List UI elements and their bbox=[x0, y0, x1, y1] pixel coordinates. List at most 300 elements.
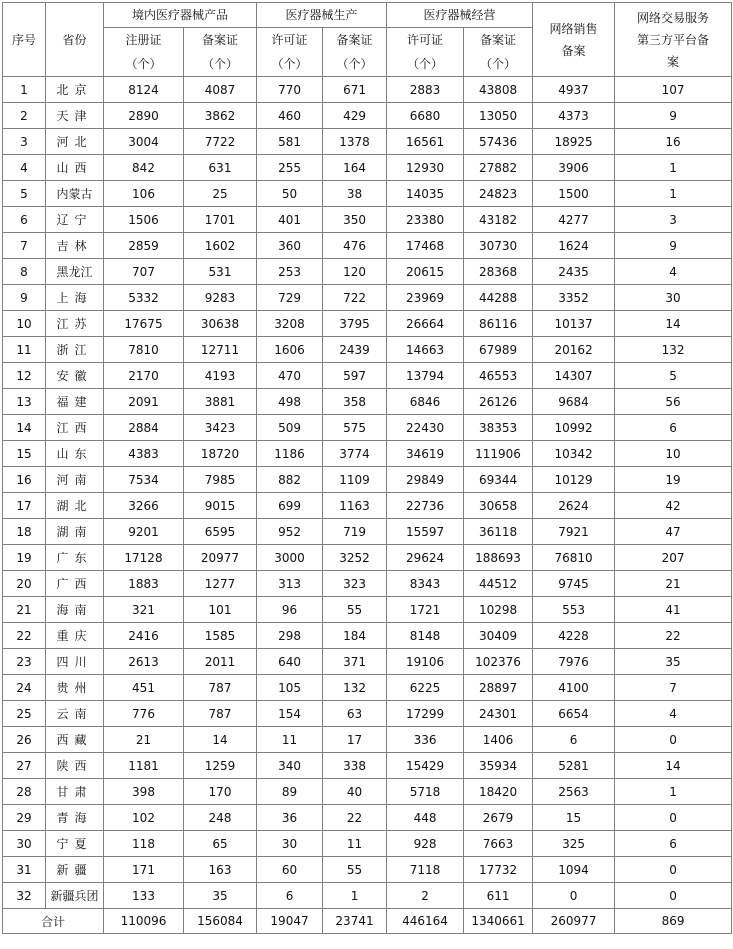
row-registration-cert: 2890 bbox=[104, 103, 184, 129]
row-license-production: 154 bbox=[257, 701, 323, 727]
total-label: 合计 bbox=[3, 909, 104, 934]
row-record-cert-business: 28368 bbox=[464, 259, 533, 285]
row-online-sales: 15 bbox=[533, 805, 615, 831]
row-record-cert-business: 26126 bbox=[464, 389, 533, 415]
row-province: 浙江 bbox=[46, 337, 104, 363]
header-license-production: 许可证 （个） bbox=[257, 28, 323, 77]
row-record-cert-products: 3881 bbox=[184, 389, 257, 415]
row-record-cert-products: 1585 bbox=[184, 623, 257, 649]
row-record-cert-products: 163 bbox=[184, 857, 257, 883]
row-online-sales: 0 bbox=[533, 883, 615, 909]
row-third-party-platform: 1 bbox=[615, 181, 732, 207]
row-registration-cert: 842 bbox=[104, 155, 184, 181]
row-license-business: 17299 bbox=[387, 701, 464, 727]
row-registration-cert: 7810 bbox=[104, 337, 184, 363]
row-third-party-platform: 0 bbox=[615, 857, 732, 883]
row-registration-cert: 2884 bbox=[104, 415, 184, 441]
row-record-cert-production: 55 bbox=[323, 597, 387, 623]
row-record-cert-products: 14 bbox=[184, 727, 257, 753]
row-seq: 26 bbox=[3, 727, 46, 753]
row-third-party-platform: 4 bbox=[615, 701, 732, 727]
row-third-party-platform: 4 bbox=[615, 259, 732, 285]
row-seq: 19 bbox=[3, 545, 46, 571]
row-record-cert-business: 1406 bbox=[464, 727, 533, 753]
table-row bbox=[3, 831, 732, 857]
row-record-cert-products: 2011 bbox=[184, 649, 257, 675]
row-license-production: 360 bbox=[257, 233, 323, 259]
row-record-cert-products: 9015 bbox=[184, 493, 257, 519]
row-online-sales: 1094 bbox=[533, 857, 615, 883]
row-online-sales: 6654 bbox=[533, 701, 615, 727]
header-group-domestic-products: 境内医疗器械产品 bbox=[104, 3, 257, 28]
row-third-party-platform: 14 bbox=[615, 311, 732, 337]
row-registration-cert: 3004 bbox=[104, 129, 184, 155]
row-record-cert-products: 1701 bbox=[184, 207, 257, 233]
row-record-cert-business: 188693 bbox=[464, 545, 533, 571]
row-record-cert-products: 25 bbox=[184, 181, 257, 207]
row-online-sales: 6 bbox=[533, 727, 615, 753]
table-row bbox=[3, 857, 732, 883]
row-province: 河北 bbox=[46, 129, 104, 155]
row-seq: 3 bbox=[3, 129, 46, 155]
row-license-business: 17468 bbox=[387, 233, 464, 259]
row-seq: 20 bbox=[3, 571, 46, 597]
row-online-sales: 5281 bbox=[533, 753, 615, 779]
row-license-production: 255 bbox=[257, 155, 323, 181]
row-license-production: 640 bbox=[257, 649, 323, 675]
row-record-cert-business: 35934 bbox=[464, 753, 533, 779]
row-registration-cert: 9201 bbox=[104, 519, 184, 545]
row-province: 云南 bbox=[46, 701, 104, 727]
table-body bbox=[3, 77, 732, 909]
row-license-business: 20615 bbox=[387, 259, 464, 285]
row-record-cert-business: 30730 bbox=[464, 233, 533, 259]
row-record-cert-products: 170 bbox=[184, 779, 257, 805]
table-row bbox=[3, 467, 732, 493]
row-record-cert-production: 338 bbox=[323, 753, 387, 779]
row-province: 福建 bbox=[46, 389, 104, 415]
row-license-business: 15429 bbox=[387, 753, 464, 779]
row-registration-cert: 1181 bbox=[104, 753, 184, 779]
row-registration-cert: 1506 bbox=[104, 207, 184, 233]
row-third-party-platform: 19 bbox=[615, 467, 732, 493]
row-third-party-platform: 6 bbox=[615, 831, 732, 857]
row-online-sales: 4937 bbox=[533, 77, 615, 103]
row-record-cert-production: 17 bbox=[323, 727, 387, 753]
row-license-production: 298 bbox=[257, 623, 323, 649]
row-license-business: 6225 bbox=[387, 675, 464, 701]
table-row bbox=[3, 129, 732, 155]
row-license-business: 12930 bbox=[387, 155, 464, 181]
header-online-sales: 网络销售 备案 bbox=[533, 3, 615, 77]
row-record-cert-production: 3252 bbox=[323, 545, 387, 571]
row-province: 重庆 bbox=[46, 623, 104, 649]
row-record-cert-business: 30658 bbox=[464, 493, 533, 519]
row-record-cert-products: 3862 bbox=[184, 103, 257, 129]
header-third-party-platform: 网络交易服务 第三方平台备 案 bbox=[615, 3, 732, 77]
row-registration-cert: 776 bbox=[104, 701, 184, 727]
row-license-production: 313 bbox=[257, 571, 323, 597]
row-third-party-platform: 0 bbox=[615, 727, 732, 753]
row-license-production: 30 bbox=[257, 831, 323, 857]
table-row bbox=[3, 753, 732, 779]
row-province: 海南 bbox=[46, 597, 104, 623]
total-license-production: 19047 bbox=[257, 909, 323, 934]
row-online-sales: 7921 bbox=[533, 519, 615, 545]
row-record-cert-production: 2439 bbox=[323, 337, 387, 363]
row-record-cert-production: 184 bbox=[323, 623, 387, 649]
row-record-cert-business: 24823 bbox=[464, 181, 533, 207]
row-online-sales: 10342 bbox=[533, 441, 615, 467]
row-seq: 5 bbox=[3, 181, 46, 207]
row-seq: 7 bbox=[3, 233, 46, 259]
row-third-party-platform: 10 bbox=[615, 441, 732, 467]
row-license-business: 928 bbox=[387, 831, 464, 857]
row-registration-cert: 106 bbox=[104, 181, 184, 207]
row-online-sales: 9684 bbox=[533, 389, 615, 415]
table-row bbox=[3, 415, 732, 441]
row-third-party-platform: 0 bbox=[615, 805, 732, 831]
table-row bbox=[3, 571, 732, 597]
row-seq: 23 bbox=[3, 649, 46, 675]
row-license-business: 6846 bbox=[387, 389, 464, 415]
row-online-sales: 9745 bbox=[533, 571, 615, 597]
row-registration-cert: 2091 bbox=[104, 389, 184, 415]
row-third-party-platform: 5 bbox=[615, 363, 732, 389]
row-registration-cert: 118 bbox=[104, 831, 184, 857]
row-province: 黑龙江 bbox=[46, 259, 104, 285]
row-record-cert-products: 65 bbox=[184, 831, 257, 857]
row-license-business: 7118 bbox=[387, 857, 464, 883]
row-license-business: 22736 bbox=[387, 493, 464, 519]
row-third-party-platform: 22 bbox=[615, 623, 732, 649]
row-province: 新疆 bbox=[46, 857, 104, 883]
row-record-cert-business: 2679 bbox=[464, 805, 533, 831]
row-record-cert-business: 67989 bbox=[464, 337, 533, 363]
row-registration-cert: 8124 bbox=[104, 77, 184, 103]
row-license-business: 19106 bbox=[387, 649, 464, 675]
row-seq: 17 bbox=[3, 493, 46, 519]
row-license-business: 23969 bbox=[387, 285, 464, 311]
row-license-business: 2 bbox=[387, 883, 464, 909]
row-registration-cert: 4383 bbox=[104, 441, 184, 467]
row-record-cert-production: 164 bbox=[323, 155, 387, 181]
header-row-top bbox=[3, 3, 732, 28]
table-row bbox=[3, 181, 732, 207]
row-record-cert-business: 611 bbox=[464, 883, 533, 909]
table-row bbox=[3, 883, 732, 909]
row-record-cert-business: 102376 bbox=[464, 649, 533, 675]
row-third-party-platform: 9 bbox=[615, 233, 732, 259]
row-record-cert-products: 787 bbox=[184, 701, 257, 727]
row-registration-cert: 3266 bbox=[104, 493, 184, 519]
row-seq: 16 bbox=[3, 467, 46, 493]
row-record-cert-production: 63 bbox=[323, 701, 387, 727]
statistics-table bbox=[2, 2, 732, 934]
table-row bbox=[3, 805, 732, 831]
row-seq: 25 bbox=[3, 701, 46, 727]
row-online-sales: 2563 bbox=[533, 779, 615, 805]
table-row bbox=[3, 493, 732, 519]
row-online-sales: 7976 bbox=[533, 649, 615, 675]
row-registration-cert: 7534 bbox=[104, 467, 184, 493]
row-record-cert-business: 36118 bbox=[464, 519, 533, 545]
row-seq: 21 bbox=[3, 597, 46, 623]
row-province: 西藏 bbox=[46, 727, 104, 753]
row-third-party-platform: 6 bbox=[615, 415, 732, 441]
row-record-cert-production: 132 bbox=[323, 675, 387, 701]
table-row bbox=[3, 311, 732, 337]
table-row bbox=[3, 675, 732, 701]
row-record-cert-production: 3795 bbox=[323, 311, 387, 337]
row-province: 四川 bbox=[46, 649, 104, 675]
row-license-production: 96 bbox=[257, 597, 323, 623]
row-online-sales: 1500 bbox=[533, 181, 615, 207]
row-third-party-platform: 207 bbox=[615, 545, 732, 571]
row-online-sales: 3352 bbox=[533, 285, 615, 311]
row-license-production: 770 bbox=[257, 77, 323, 103]
row-province: 湖南 bbox=[46, 519, 104, 545]
row-record-cert-production: 476 bbox=[323, 233, 387, 259]
row-registration-cert: 171 bbox=[104, 857, 184, 883]
table-row bbox=[3, 77, 732, 103]
row-license-production: 3208 bbox=[257, 311, 323, 337]
row-record-cert-products: 1259 bbox=[184, 753, 257, 779]
table-row bbox=[3, 233, 732, 259]
row-record-cert-production: 671 bbox=[323, 77, 387, 103]
row-record-cert-business: 86116 bbox=[464, 311, 533, 337]
row-record-cert-products: 7722 bbox=[184, 129, 257, 155]
row-license-business: 13794 bbox=[387, 363, 464, 389]
row-third-party-platform: 1 bbox=[615, 155, 732, 181]
row-registration-cert: 398 bbox=[104, 779, 184, 805]
row-record-cert-business: 17732 bbox=[464, 857, 533, 883]
header-province: 省份 bbox=[46, 3, 104, 77]
row-license-production: 581 bbox=[257, 129, 323, 155]
table-row bbox=[3, 259, 732, 285]
row-online-sales: 4277 bbox=[533, 207, 615, 233]
row-record-cert-products: 531 bbox=[184, 259, 257, 285]
row-record-cert-production: 38 bbox=[323, 181, 387, 207]
row-registration-cert: 451 bbox=[104, 675, 184, 701]
row-third-party-platform: 132 bbox=[615, 337, 732, 363]
table-row bbox=[3, 649, 732, 675]
row-record-cert-production: 719 bbox=[323, 519, 387, 545]
row-license-production: 253 bbox=[257, 259, 323, 285]
row-seq: 28 bbox=[3, 779, 46, 805]
row-record-cert-products: 248 bbox=[184, 805, 257, 831]
row-record-cert-products: 1602 bbox=[184, 233, 257, 259]
row-online-sales: 3906 bbox=[533, 155, 615, 181]
row-online-sales: 4228 bbox=[533, 623, 615, 649]
row-province: 宁夏 bbox=[46, 831, 104, 857]
row-license-business: 6680 bbox=[387, 103, 464, 129]
row-registration-cert: 1883 bbox=[104, 571, 184, 597]
table-row bbox=[3, 103, 732, 129]
row-record-cert-products: 1277 bbox=[184, 571, 257, 597]
row-registration-cert: 21 bbox=[104, 727, 184, 753]
row-province: 辽宁 bbox=[46, 207, 104, 233]
row-online-sales: 14307 bbox=[533, 363, 615, 389]
row-seq: 31 bbox=[3, 857, 46, 883]
row-license-production: 460 bbox=[257, 103, 323, 129]
row-third-party-platform: 41 bbox=[615, 597, 732, 623]
row-license-production: 1606 bbox=[257, 337, 323, 363]
row-license-production: 882 bbox=[257, 467, 323, 493]
row-online-sales: 4373 bbox=[533, 103, 615, 129]
row-record-cert-production: 1163 bbox=[323, 493, 387, 519]
total-record-cert-products: 156084 bbox=[184, 909, 257, 934]
row-province: 广西 bbox=[46, 571, 104, 597]
row-license-business: 29849 bbox=[387, 467, 464, 493]
table-row bbox=[3, 545, 732, 571]
row-online-sales: 553 bbox=[533, 597, 615, 623]
row-record-cert-products: 4193 bbox=[184, 363, 257, 389]
table-row bbox=[3, 337, 732, 363]
row-record-cert-products: 787 bbox=[184, 675, 257, 701]
row-third-party-platform: 56 bbox=[615, 389, 732, 415]
row-license-business: 448 bbox=[387, 805, 464, 831]
table-row bbox=[3, 207, 732, 233]
row-seq: 24 bbox=[3, 675, 46, 701]
row-third-party-platform: 1 bbox=[615, 779, 732, 805]
row-record-cert-products: 7985 bbox=[184, 467, 257, 493]
row-record-cert-business: 46553 bbox=[464, 363, 533, 389]
row-province: 陕西 bbox=[46, 753, 104, 779]
row-online-sales: 325 bbox=[533, 831, 615, 857]
row-seq: 11 bbox=[3, 337, 46, 363]
row-seq: 30 bbox=[3, 831, 46, 857]
row-record-cert-business: 69344 bbox=[464, 467, 533, 493]
row-record-cert-products: 9283 bbox=[184, 285, 257, 311]
row-third-party-platform: 42 bbox=[615, 493, 732, 519]
row-registration-cert: 2416 bbox=[104, 623, 184, 649]
row-province: 天津 bbox=[46, 103, 104, 129]
row-online-sales: 18925 bbox=[533, 129, 615, 155]
row-seq: 12 bbox=[3, 363, 46, 389]
row-license-production: 3000 bbox=[257, 545, 323, 571]
row-registration-cert: 2170 bbox=[104, 363, 184, 389]
row-registration-cert: 5332 bbox=[104, 285, 184, 311]
row-record-cert-business: 111906 bbox=[464, 441, 533, 467]
row-record-cert-business: 43808 bbox=[464, 77, 533, 103]
row-third-party-platform: 3 bbox=[615, 207, 732, 233]
header-record-cert-products: 备案证 （个） bbox=[184, 28, 257, 77]
row-license-business: 336 bbox=[387, 727, 464, 753]
row-license-production: 401 bbox=[257, 207, 323, 233]
row-record-cert-production: 22 bbox=[323, 805, 387, 831]
row-record-cert-production: 429 bbox=[323, 103, 387, 129]
total-license-business: 446164 bbox=[387, 909, 464, 934]
row-online-sales: 4100 bbox=[533, 675, 615, 701]
row-record-cert-products: 4087 bbox=[184, 77, 257, 103]
table-row bbox=[3, 363, 732, 389]
row-third-party-platform: 47 bbox=[615, 519, 732, 545]
row-registration-cert: 707 bbox=[104, 259, 184, 285]
row-license-production: 60 bbox=[257, 857, 323, 883]
row-province: 青海 bbox=[46, 805, 104, 831]
row-license-production: 36 bbox=[257, 805, 323, 831]
total-row bbox=[3, 909, 732, 934]
header-license-business: 许可证 （个） bbox=[387, 28, 464, 77]
row-record-cert-production: 358 bbox=[323, 389, 387, 415]
header-seq: 序号 bbox=[3, 3, 46, 77]
row-record-cert-production: 40 bbox=[323, 779, 387, 805]
row-license-business: 26664 bbox=[387, 311, 464, 337]
row-province: 山西 bbox=[46, 155, 104, 181]
row-license-production: 50 bbox=[257, 181, 323, 207]
row-record-cert-business: 24301 bbox=[464, 701, 533, 727]
header-group-business: 医疗器械经营 bbox=[387, 3, 533, 28]
row-record-cert-products: 3423 bbox=[184, 415, 257, 441]
row-license-business: 34619 bbox=[387, 441, 464, 467]
row-online-sales: 2624 bbox=[533, 493, 615, 519]
row-record-cert-production: 350 bbox=[323, 207, 387, 233]
table-row bbox=[3, 727, 732, 753]
row-province: 贵州 bbox=[46, 675, 104, 701]
row-record-cert-production: 1109 bbox=[323, 467, 387, 493]
table-row bbox=[3, 597, 732, 623]
header-record-cert-business: 备案证 （个） bbox=[464, 28, 533, 77]
table-row bbox=[3, 519, 732, 545]
row-record-cert-production: 371 bbox=[323, 649, 387, 675]
row-registration-cert: 102 bbox=[104, 805, 184, 831]
row-license-business: 14663 bbox=[387, 337, 464, 363]
row-license-business: 14035 bbox=[387, 181, 464, 207]
table-row bbox=[3, 155, 732, 181]
row-license-production: 105 bbox=[257, 675, 323, 701]
row-license-production: 952 bbox=[257, 519, 323, 545]
row-record-cert-products: 35 bbox=[184, 883, 257, 909]
row-third-party-platform: 30 bbox=[615, 285, 732, 311]
row-record-cert-products: 12711 bbox=[184, 337, 257, 363]
row-online-sales: 10129 bbox=[533, 467, 615, 493]
row-seq: 27 bbox=[3, 753, 46, 779]
row-license-business: 29624 bbox=[387, 545, 464, 571]
row-seq: 2 bbox=[3, 103, 46, 129]
row-third-party-platform: 35 bbox=[615, 649, 732, 675]
row-seq: 14 bbox=[3, 415, 46, 441]
table-row bbox=[3, 285, 732, 311]
row-seq: 18 bbox=[3, 519, 46, 545]
row-seq: 29 bbox=[3, 805, 46, 831]
row-province: 湖北 bbox=[46, 493, 104, 519]
row-license-production: 470 bbox=[257, 363, 323, 389]
row-record-cert-business: 30409 bbox=[464, 623, 533, 649]
row-seq: 15 bbox=[3, 441, 46, 467]
row-license-production: 11 bbox=[257, 727, 323, 753]
header-group-production: 医疗器械生产 bbox=[257, 3, 387, 28]
row-online-sales: 20162 bbox=[533, 337, 615, 363]
table-row bbox=[3, 389, 732, 415]
row-online-sales: 10992 bbox=[533, 415, 615, 441]
row-record-cert-business: 27882 bbox=[464, 155, 533, 181]
row-record-cert-products: 6595 bbox=[184, 519, 257, 545]
row-province: 北京 bbox=[46, 77, 104, 103]
row-province: 安徽 bbox=[46, 363, 104, 389]
row-license-business: 15597 bbox=[387, 519, 464, 545]
row-seq: 22 bbox=[3, 623, 46, 649]
row-online-sales: 1624 bbox=[533, 233, 615, 259]
row-record-cert-business: 44288 bbox=[464, 285, 533, 311]
row-license-production: 340 bbox=[257, 753, 323, 779]
table-row bbox=[3, 779, 732, 805]
row-registration-cert: 2613 bbox=[104, 649, 184, 675]
row-record-cert-business: 44512 bbox=[464, 571, 533, 597]
row-license-business: 2883 bbox=[387, 77, 464, 103]
row-record-cert-business: 18420 bbox=[464, 779, 533, 805]
row-license-business: 5718 bbox=[387, 779, 464, 805]
